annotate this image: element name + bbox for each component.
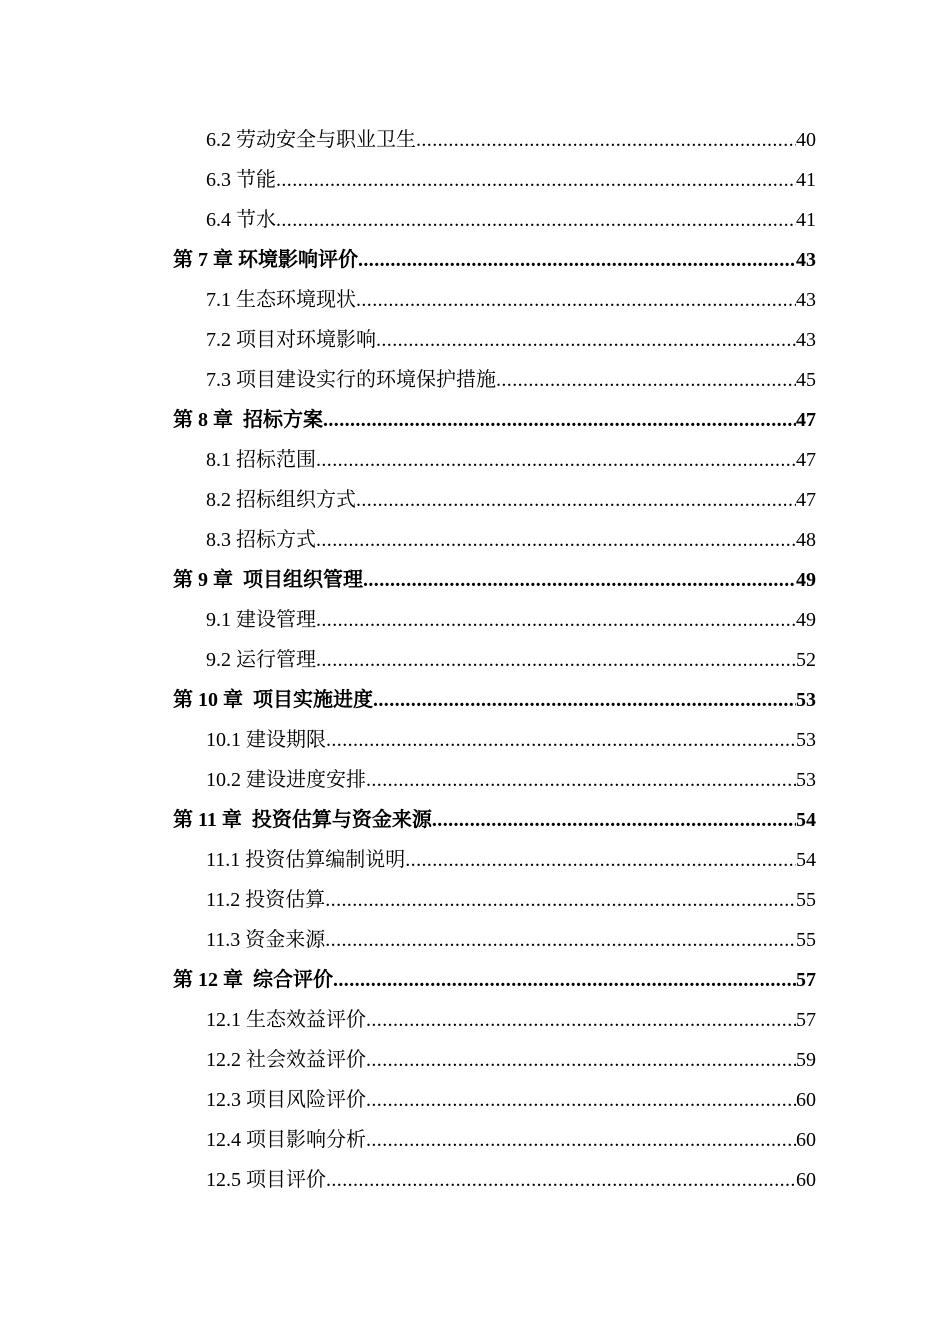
toc-dot-leader bbox=[356, 280, 796, 320]
toc-dot-leader bbox=[376, 320, 796, 360]
toc-chapter-entry bbox=[0, 680, 950, 720]
toc-dot-leader bbox=[366, 1120, 796, 1160]
toc-section-entry bbox=[0, 760, 950, 800]
toc-entry-title: 第 8 章 招标方案 bbox=[173, 409, 323, 431]
toc-page-number: 52 bbox=[796, 649, 816, 671]
toc-chapter-entry bbox=[0, 560, 950, 600]
toc-dot-leader bbox=[366, 760, 796, 800]
toc-dot-leader bbox=[316, 520, 796, 560]
toc-entry-title: 8.1 招标范围 bbox=[206, 449, 316, 471]
toc-section-entry bbox=[0, 1120, 950, 1160]
toc-page-number: 53 bbox=[796, 769, 816, 791]
toc-page-number: 57 bbox=[796, 969, 816, 991]
toc-section-entry bbox=[0, 920, 950, 960]
toc-page-number: 60 bbox=[796, 1169, 816, 1191]
toc-page-number: 53 bbox=[796, 689, 816, 711]
toc-entry-title: 11.1 投资估算编制说明 bbox=[206, 849, 406, 871]
toc-dot-leader bbox=[276, 200, 796, 240]
toc-page-number: 54 bbox=[796, 809, 816, 831]
toc-section-entry bbox=[0, 600, 950, 640]
toc-entry-title: 9.1 建设管理 bbox=[206, 609, 316, 631]
toc-entry-title: 11.2 投资估算 bbox=[206, 889, 326, 911]
toc-section-entry bbox=[0, 840, 950, 880]
toc-entry-title: 10.2 建设进度安排 bbox=[206, 769, 366, 791]
toc-page-number: 54 bbox=[796, 849, 816, 871]
toc-dot-leader bbox=[316, 440, 796, 480]
toc-page-number: 49 bbox=[796, 609, 816, 631]
toc-entry-title: 7.2 项目对环境影响 bbox=[206, 329, 376, 351]
toc-entry-title: 12.5 项目评价 bbox=[206, 1169, 326, 1191]
toc-entry-title: 7.3 项目建设实行的环境保护措施 bbox=[206, 369, 496, 391]
toc-page-number: 47 bbox=[796, 449, 816, 471]
toc-page-number: 60 bbox=[796, 1089, 816, 1111]
toc-dot-leader bbox=[366, 1040, 796, 1080]
toc-section-entry bbox=[0, 1080, 950, 1120]
toc-page-number: 47 bbox=[796, 409, 816, 431]
toc-entry-title: 第 9 章 项目组织管理 bbox=[173, 569, 363, 591]
toc-page-number: 57 bbox=[796, 1009, 816, 1031]
toc-dot-leader bbox=[373, 680, 796, 720]
toc-dot-leader bbox=[416, 120, 796, 160]
toc-section-entry bbox=[0, 160, 950, 200]
toc-section-entry bbox=[0, 320, 950, 360]
toc-page-number: 41 bbox=[796, 169, 816, 191]
toc-section-entry bbox=[0, 360, 950, 400]
toc-dot-leader bbox=[325, 880, 796, 920]
toc-entry-title: 8.3 招标方式 bbox=[206, 529, 316, 551]
toc-section-entry bbox=[0, 480, 950, 520]
toc-section-entry bbox=[0, 520, 950, 560]
toc-entry-title: 12.3 项目风险评价 bbox=[206, 1089, 366, 1111]
toc-chapter-entry bbox=[0, 960, 950, 1000]
toc-section-entry bbox=[0, 1160, 950, 1200]
toc-chapter-entry bbox=[0, 800, 950, 840]
toc-dot-leader bbox=[325, 920, 796, 960]
toc-dot-leader bbox=[366, 1000, 796, 1040]
toc-entry-title: 9.2 运行管理 bbox=[206, 649, 316, 671]
toc-page-number: 40 bbox=[796, 129, 816, 151]
toc-dot-leader bbox=[358, 240, 796, 280]
toc-entry-title: 第 11 章 投资估算与资金来源 bbox=[173, 809, 432, 831]
toc-chapter-entry bbox=[0, 400, 950, 440]
toc-page-number: 41 bbox=[796, 209, 816, 231]
toc-dot-leader bbox=[333, 960, 796, 1000]
toc-entry-title: 8.2 招标组织方式 bbox=[206, 489, 356, 511]
toc-page-number: 47 bbox=[796, 489, 816, 511]
toc-section-entry bbox=[0, 880, 950, 920]
toc-page-number: 45 bbox=[796, 369, 816, 391]
toc-page-number: 53 bbox=[796, 729, 816, 751]
toc-entry-title: 12.2 社会效益评价 bbox=[206, 1049, 366, 1071]
toc-page-number: 43 bbox=[796, 329, 816, 351]
toc-dot-leader bbox=[405, 840, 796, 880]
toc-entry-title: 第 7 章 环境影响评价 bbox=[173, 249, 358, 271]
toc-entry-title: 12.1 生态效益评价 bbox=[206, 1009, 366, 1031]
toc-dot-leader bbox=[366, 1080, 796, 1120]
toc-dot-leader bbox=[323, 400, 796, 440]
toc-dot-leader bbox=[356, 480, 796, 520]
toc-page-number: 60 bbox=[796, 1129, 816, 1151]
toc-page-number: 43 bbox=[796, 249, 816, 271]
toc-page-number: 55 bbox=[796, 929, 816, 951]
toc-dot-leader bbox=[363, 560, 796, 600]
toc-dot-leader bbox=[316, 640, 796, 680]
toc-section-entry bbox=[0, 640, 950, 680]
toc-dot-leader bbox=[326, 720, 796, 760]
toc-entry-title: 第 12 章 综合评价 bbox=[173, 969, 333, 991]
toc-entry-title: 7.1 生态环境现状 bbox=[206, 289, 356, 311]
toc-section-entry bbox=[0, 1040, 950, 1080]
toc-page-number: 43 bbox=[796, 289, 816, 311]
toc-dot-leader bbox=[496, 360, 796, 400]
toc-entry-title: 6.4 节水 bbox=[206, 209, 276, 231]
toc-page-number: 48 bbox=[796, 529, 816, 551]
toc-dot-leader bbox=[432, 800, 796, 840]
toc-section-entry bbox=[0, 280, 950, 320]
toc-section-entry bbox=[0, 120, 950, 160]
toc-entry-title: 第 10 章 项目实施进度 bbox=[173, 689, 373, 711]
toc-entry-title: 11.3 资金来源 bbox=[206, 929, 326, 951]
table-of-contents bbox=[0, 120, 950, 1200]
toc-dot-leader bbox=[276, 160, 796, 200]
toc-page-number: 55 bbox=[796, 889, 816, 911]
toc-section-entry bbox=[0, 720, 950, 760]
toc-entry-title: 6.3 节能 bbox=[206, 169, 276, 191]
toc-chapter-entry bbox=[0, 240, 950, 280]
toc-dot-leader bbox=[316, 600, 796, 640]
toc-entry-title: 12.4 项目影响分析 bbox=[206, 1129, 366, 1151]
toc-page-number: 49 bbox=[796, 569, 816, 591]
toc-entry-title: 6.2 劳动安全与职业卫生 bbox=[206, 129, 416, 151]
toc-dot-leader bbox=[326, 1160, 796, 1200]
toc-entry-title: 10.1 建设期限 bbox=[206, 729, 326, 751]
toc-section-entry bbox=[0, 200, 950, 240]
toc-page-number: 59 bbox=[796, 1049, 816, 1071]
toc-section-entry bbox=[0, 1000, 950, 1040]
toc-section-entry bbox=[0, 440, 950, 480]
